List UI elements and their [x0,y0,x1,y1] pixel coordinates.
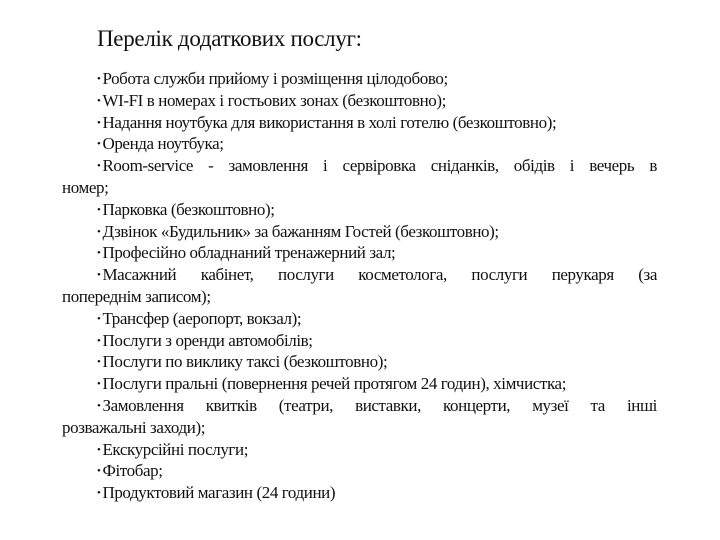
list-item [62,308,657,330]
list-item-text: Замовлення квитків (театри, виставки, концерти, музеї та інші [102,395,657,415]
list-item [62,133,657,155]
list-item [62,199,657,221]
list-item-text: Фітобар; [102,461,163,481]
list-item [62,221,657,243]
list-item [62,439,657,461]
bullet-icon: • [97,94,101,107]
list-item-text: Послуги пральні (повернення речей протягом 24 годин), хімчистка; [102,374,567,394]
bullet-icon: • [97,269,101,282]
bullet-icon: • [97,160,101,173]
bullet-icon: • [97,487,101,500]
list-item-text: розважальні заходи); [62,417,206,437]
list-item [62,395,657,439]
list-item [62,351,657,373]
list-item [62,68,657,90]
services-list [62,68,657,504]
list-item [62,264,657,308]
list-item-text: Room-service - замовлення і сервіровка сніданків, обідів і вечерь в [102,156,657,176]
bullet-icon: • [97,465,101,478]
list-item [62,482,657,504]
list-item-text: Парковка (безкоштовно); [102,199,275,219]
bullet-icon: • [97,443,101,456]
list-item [62,330,657,352]
list-item-text: Професійно обладнаний тренажерний зал; [102,243,396,263]
list-item [62,155,657,199]
bullet-icon: • [97,203,101,216]
bullet-icon: • [97,138,101,151]
list-item-text: Послуги з оренди автомобілів; [102,330,313,350]
bullet-icon: • [97,73,101,85]
list-item-text: Продуктовий магазин (24 години) [102,483,336,503]
list-item-text: номер; [62,177,109,197]
bullet-icon: • [97,378,101,391]
list-item-text: Надання ноутбука для використання в холі готелю (безкоштовно); [102,112,557,132]
list-item-text: Робота служби прийому і розміщення цілодобово; [102,69,448,88]
list-item [62,373,657,395]
list-item-text: попереднім записом); [62,286,211,306]
list-item-text: Трансфер (аеропорт, вокзал); [102,308,302,328]
bullet-icon: • [97,399,101,412]
list-item [62,112,657,134]
list-item-text: Послуги по виклику таксі (безкоштовно); [102,352,388,372]
bullet-icon: • [97,334,101,347]
bullet-icon: • [97,247,101,260]
list-item-text: Масажний кабінет, послуги косметолога, послуги перукаря (за [102,265,657,285]
bullet-icon: • [97,356,101,369]
list-item [62,460,657,482]
list-item [62,90,657,112]
list-item [62,242,657,264]
list-item-text: Екскурсійні послуги; [102,439,249,459]
list-item-text: WI-FI в номерах і гостьових зонах (безкоштовно); [102,90,446,110]
page-title: Перелік додаткових послуг: [97,26,362,51]
list-item-text: Оренда ноутбука; [102,134,224,154]
bullet-icon: • [97,116,101,129]
bullet-icon: • [97,225,101,238]
list-item-text: Дзвінок «Будильник» за бажанням Гостей (безкоштовно); [102,221,499,241]
bullet-icon: • [97,312,101,325]
